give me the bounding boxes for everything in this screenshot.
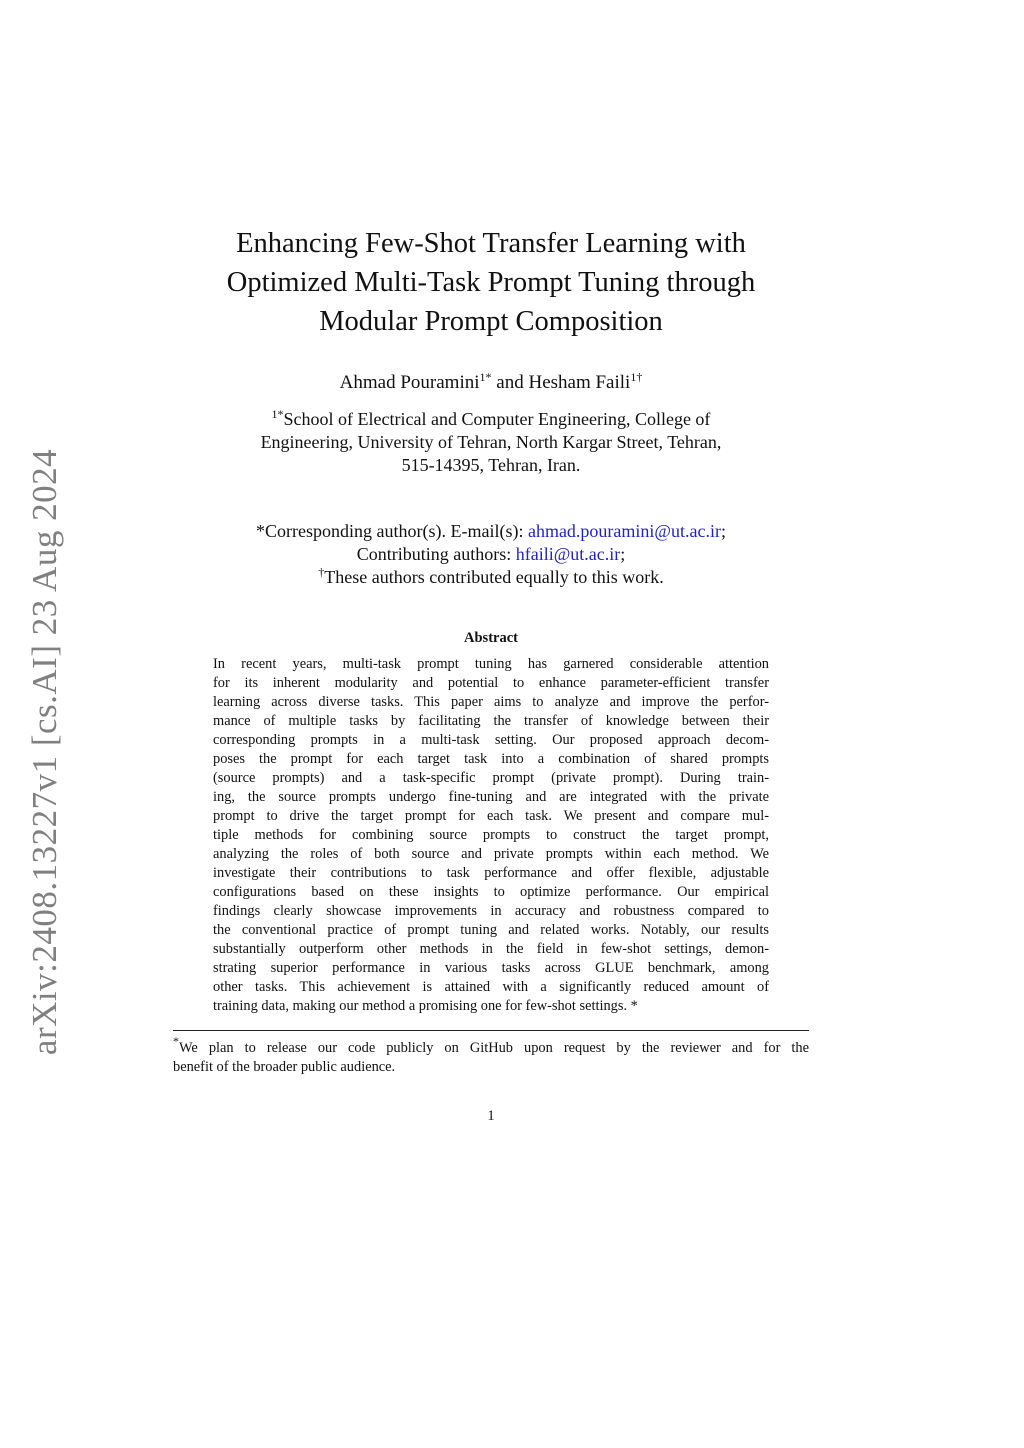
- abstract-line: strating superior performance in various tasks across GLUE benchmark, among: [213, 960, 769, 976]
- arxiv-identifier-stamp: [0, 448, 90, 1056]
- abstract-line: prompt to drive the target prompt for each task. We present and compare mul-: [213, 808, 769, 824]
- correspondence-block: [160, 520, 822, 589]
- author-name: Ahmad Pouramini: [339, 372, 480, 393]
- abstract-line: analyzing the roles of both source and private prompts within each method. We: [213, 846, 769, 862]
- footnote-separator: [173, 1030, 809, 1031]
- abstract-body: [213, 655, 769, 1016]
- abstract-heading: Abstract: [464, 630, 518, 646]
- corresponding-author-email-link[interactable]: ahmad.pouramini@ut.ac.ir: [527, 521, 721, 541]
- abstract-line: other tasks. This achievement is attained with a significantly reduced amount of: [213, 979, 769, 995]
- abstract-line: In recent years, multi-task prompt tuning has garnered considerable attention: [213, 656, 769, 672]
- affiliation-marker: 1*: [271, 407, 284, 421]
- title-line: Modular Prompt Composition: [319, 306, 663, 337]
- author-affiliation-marker: 1*: [479, 370, 492, 384]
- equal-contribution-note: These authors contributed equally to this work.: [324, 567, 664, 587]
- footnote-line: We plan to release our code publicly on GitHub upon request by the reviewer and for the: [179, 1040, 809, 1056]
- affiliation-line: 515-14395, Tehran, Iran.: [401, 455, 581, 475]
- author-name: Hesham Faili: [528, 372, 631, 393]
- title-line: Optimized Multi-Task Prompt Tuning through: [226, 267, 756, 298]
- abstract-line: mance of multiple tasks by facilitating the transfer of knowledge between their: [213, 713, 769, 729]
- affiliation-block: [160, 408, 822, 477]
- affiliation-line: Engineering, University of Tehran, North Kargar Street, Tehran,: [260, 432, 722, 452]
- abstract-line: the conventional practice of prompt tuning and related works. Notably, our results: [213, 922, 769, 938]
- author-affiliation-marker: 1†: [630, 370, 643, 384]
- dagger-marker: †: [318, 565, 325, 579]
- contributing-author-email-link[interactable]: hfaili@ut.ac.ir: [515, 544, 621, 564]
- punctuation: ;: [720, 521, 726, 541]
- footnote: [173, 1034, 809, 1077]
- abstract-line: (source prompts) and a task-specific prompt (private prompt). During train-: [213, 770, 769, 786]
- abstract-line: corresponding prompts in a multi-task setting. Our proposed approach decom-: [213, 732, 769, 748]
- abstract-line: poses the prompt for each target task into a combination of shared prompts: [213, 751, 769, 767]
- abstract-line: substantially outperform other methods in the field in few-shot settings, demon-: [213, 941, 769, 957]
- page-number: 1: [487, 1108, 495, 1124]
- corresponding-author-label: *Corresponding author(s). E-mail(s):: [256, 521, 528, 541]
- arxiv-identifier-text: arXiv:2408.13227v1 [cs.AI] 23 Aug 2024: [25, 448, 64, 1056]
- footnote-line: benefit of the broader public audience.: [173, 1059, 396, 1075]
- contributing-authors-label: Contributing authors:: [356, 544, 516, 564]
- author-conjunction: and: [491, 372, 529, 393]
- punctuation: ;: [620, 544, 626, 564]
- abstract-line: training data, making our method a promising one for few-shot settings. *: [213, 998, 638, 1014]
- footnote-marker: *: [173, 1034, 179, 1048]
- paper-title: [160, 224, 822, 341]
- abstract-line: ing, the source prompts undergo fine-tuning and are integrated with the private: [213, 789, 769, 805]
- abstract-line: findings clearly showcase improvements in accuracy and robustness compared to: [213, 903, 769, 919]
- abstract-line: configurations based on these insights to optimize performance. Our empirical: [213, 884, 769, 900]
- abstract-line: investigate their contributions to task performance and offer flexible, adjustable: [213, 865, 769, 881]
- abstract-line: learning across diverse tasks. This paper aims to analyze and improve the perfor-: [213, 694, 769, 710]
- affiliation-line: School of Electrical and Computer Engineering, College of: [283, 409, 711, 429]
- abstract-line: for its inherent modularity and potential to enhance parameter-efficient transfer: [213, 675, 769, 691]
- title-line: Enhancing Few-Shot Transfer Learning with: [236, 228, 746, 259]
- abstract-line: tiple methods for combining source prompts to construct the target prompt,: [213, 827, 769, 843]
- author-list: [160, 370, 822, 396]
